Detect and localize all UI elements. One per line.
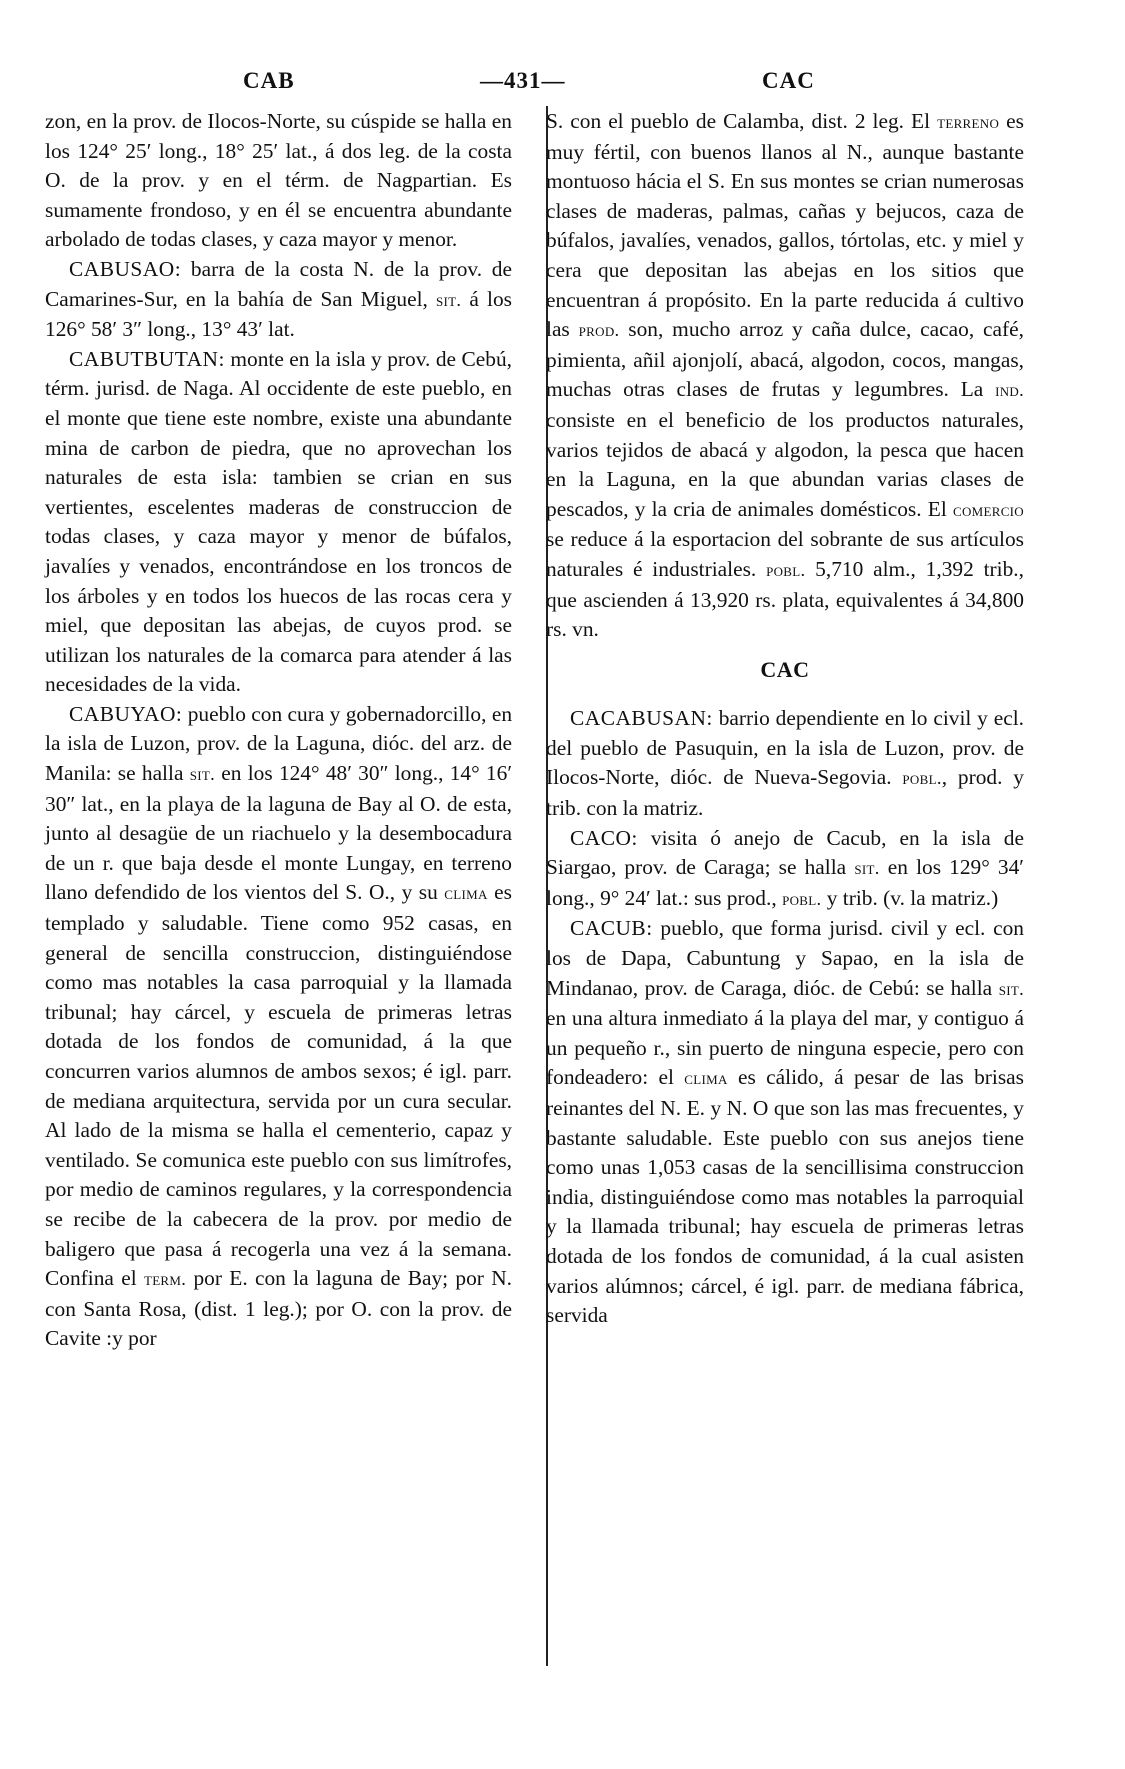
- entry-text: barrio dependiente en lo civil y ecl. del pueblo de Pasuquin, en la isla de Luzon, prov. de Ilocos-Norte, dióc. de Nueva-Segovia.: [546, 706, 1024, 790]
- entry-cabuyao: [45, 700, 512, 1354]
- abbreviation: ind.: [995, 380, 1024, 401]
- abbreviation: sit.: [998, 978, 1024, 999]
- entry-text: consiste en el beneficio de los productos naturales, varios tejidos de abacá y algodon, la pesca que hacen en la Laguna, en la que abundan varias clases de pescados, y la cria de animales domésticos. El: [546, 407, 1024, 521]
- entry-continuation: [546, 107, 1024, 645]
- entry-headword: CABUTBUTAN:: [69, 346, 225, 371]
- header-left-entry-range: CAB: [243, 68, 295, 93]
- entry-headword: CACABUSAN:: [570, 706, 713, 731]
- abbreviation: comercio: [952, 499, 1024, 520]
- entry-text: en los 129° 34′ long., 9° 24′ lat.: sus prod.,: [546, 855, 1024, 910]
- abbreviation: prod.: [578, 320, 620, 341]
- entry-cacabusan: [546, 704, 1024, 823]
- abbreviation: sit.: [854, 858, 880, 879]
- entry-text: monte en la isla y prov. de Cebú, térm. jurisd. de Naga. Al occidente de este pueblo, en el monte que tiene este nombre, existe una abundante mina de carbon de piedra, que no aprovechan los naturales de esta isla: tambien se crian en sus vertientes, escelentes maderas de construccion de todas clases, y caza mayor y menor de búfalos, javalíes y venados, encontrándose en los troncos de los árboles y en todos los huecos de las rocas cera y miel, que depositan las abejas, de cuyos prod. se utilizan los naturales de la comarca para atender á las necesidades de la vida.: [45, 346, 512, 697]
- abbreviation: term.: [143, 1269, 187, 1290]
- abbreviation: pobl.: [782, 888, 822, 909]
- entry-text: se reduce á la esportacion del sobrante de sus artículos naturales é industriales.: [546, 527, 1024, 581]
- entry-headword: CABUYAO:: [69, 701, 183, 726]
- entry-text: es muy fértil, con buenos llanos al N., aunque bastante montuoso hácia el S. En sus montes se crian numerosas clases de maderas, palmas, cañas y bejucos, caza de búfalos, javalíes, venados, gallos, tórtolas, etc. y miel y cera que depositan las abejas en los sitios que encuentran á propósito. En la parte reducida á cultivo las: [546, 109, 1025, 342]
- abbreviation: pobl.: [766, 559, 806, 580]
- entry-text: en una altura inmediato á la playa del mar, y contiguo á un pequeño r., sin puerto de ninguna especie, pero con fondeadero: el: [546, 1006, 1024, 1090]
- entry-text: zon, en la prov. de Ilocos-Norte, su cúspide se halla en los 124° 25′ long., 18° 25′ lat., á dos leg. de la costa O. de la prov. y en el térm. de Nagpartian. Es sumamente frondoso, y en él se encuentra abundante arbolado de todas clases, y caza mayor y menor.: [45, 109, 512, 252]
- entry-text: visita ó anejo de Cacub, en la isla de Siargao, prov. de Caraga; se halla: [546, 825, 1024, 880]
- page-number: —431—: [480, 68, 566, 93]
- entry-text: es cálido, á pesar de las brisas reinantes del N. E. y N. O que son las mas frecuentes, y bastante saludable. Este pueblo con sus anejos tiene como unas 1,053 casas de la sencillisima construccion india, distinguiéndose como mas notables la parroquial y la llamada tribunal; hay escuela de primeras letras dotada de los fondos de comunidad, á la cual asisten varios alúmnos; cárcel, é igl. parr. de mediana fábrica, servida: [546, 1065, 1024, 1328]
- header-right-entry-range: CAC: [762, 68, 815, 93]
- entry-cacub: [546, 914, 1024, 1330]
- abbreviation: pobl.: [902, 768, 942, 789]
- entry-continuation: [45, 107, 512, 255]
- entry-text: pueblo, que forma jurisd. civil y ecl. con los de Dapa, Cabuntung y Sapao, en la isla de Mindanao, prov. de Caraga, dióc. de Cebú: se halla: [546, 916, 1024, 1000]
- entry-headword: CACUB:: [570, 916, 653, 941]
- abbreviation: sit.: [189, 764, 216, 785]
- entry-text: á los 126° 58′ 3″ long., 13° 43′ lat.: [45, 286, 512, 342]
- right-column: [546, 107, 1024, 1331]
- abbreviation: sit.: [435, 289, 462, 310]
- running-header: [0, 68, 1125, 102]
- entry-text: y trib. (v. la matriz.): [821, 885, 999, 910]
- entry-text: en los 124° 48′ 30″ long., 14° 16′ 30″ lat., en la playa de la laguna de Bay al O. de esta, junto al desagüe de un riachuelo y la desembocadura de un r. que baja desde el monte Lungay, en terreno llano defendido de los vientos del S. O., y su: [45, 761, 512, 905]
- abbreviation: clima: [444, 883, 488, 904]
- section-heading: CAC: [760, 656, 810, 682]
- entry-text: S. con el pueblo de Calamba, dist. 2 leg. El: [546, 109, 938, 133]
- entry-caco: [546, 824, 1024, 915]
- entry-text: pueblo con cura y gobernadorcillo, en la isla de Luzon, prov. de la Laguna, dióc. del arz. de Manila: se halla: [45, 701, 513, 786]
- entry-headword: CABUSAO:: [69, 256, 182, 281]
- entry-text: 5,710 alm., 1,392 trib., que ascienden á 13,920 rs. plata, equivalentes á 34,800 rs. vn.: [546, 556, 1024, 642]
- entry-text: , prod. y trib. con la matriz.: [546, 765, 1024, 821]
- entry-text: barra de la costa N. de la prov. de Camarines-Sur, en la bahía de San Miguel,: [45, 256, 512, 311]
- entry-cabusao: [45, 255, 512, 345]
- left-column: [45, 107, 512, 1354]
- abbreviation: terreno: [937, 112, 1000, 132]
- entry-headword: CACO:: [570, 825, 638, 850]
- abbreviation: clima: [684, 1068, 728, 1089]
- entry-text: por E. con la laguna de Bay; por N. con Santa Rosa, (dist. 1 leg.); por O. con la prov. de Cavite :y por: [45, 1266, 513, 1351]
- entry-cabutbutan: [45, 345, 512, 700]
- entry-text: son, mucho arroz y caña dulce, cacao, café, pimienta, añil ajonjolí, abacá, algodon, cocos, mangas, muchas otras clases de frutas y legumbres. La: [546, 317, 1024, 402]
- entry-text: es templado y saludable. Tiene como 952 casas, en general de sencilla construccion, distinguiéndose como mas notables la casa parroquial y la llamada tribunal; hay cárcel, y escuela de primeras letras dotada de los fondos de comunidad, á la que concurren varios alumnos de ambos sexos; é igl. parr. de mediana arquitectura, servida por un cura secular. Al lado de la misma se halla el cementerio, capaz y ventilado. Se comunica este pueblo con sus limítrofes, por medio de caminos regulares, y la correspondencia se recibe de la cabecera de la prov. por medio de baligero que pasa á recogerla una vez á la semana. Confina el: [45, 880, 512, 1291]
